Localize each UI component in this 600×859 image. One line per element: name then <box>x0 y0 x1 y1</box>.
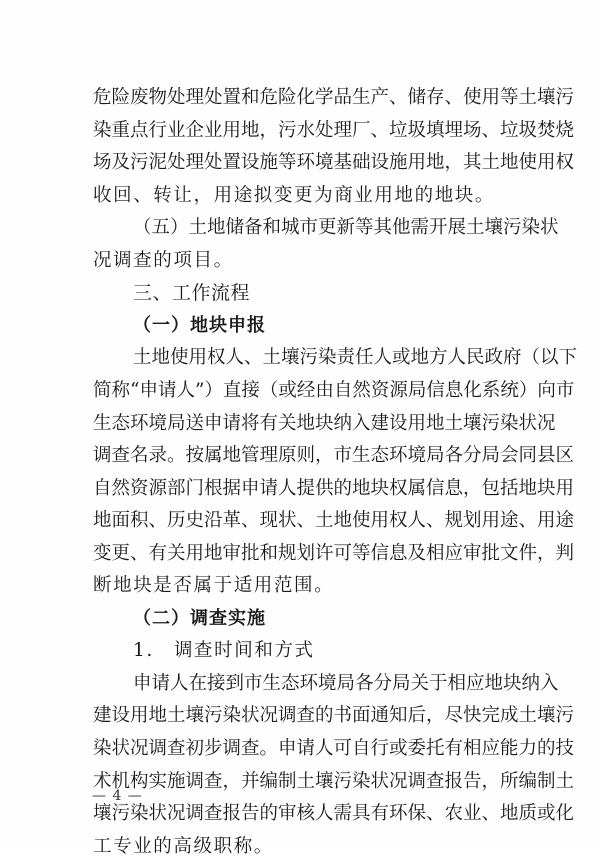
subsection-heading: （二）调查实施 <box>133 608 266 629</box>
text-line: 术机构实施调查，并编制土壤污染状况调查报告，所编制土 <box>93 771 575 792</box>
text-line: 场及污泥处理处置设施等环境基础设施用地，其土地使用权 <box>93 152 575 173</box>
text-line: 染重点行业企业用地，污水处理厂、垃圾填埋场、垃圾焚烧 <box>93 120 575 141</box>
text-line: 建设用地土壤污染状况调查的书面通知后，尽快完成土壤污 <box>93 705 575 726</box>
text-line: 自然资源部门根据申请人提供的地块权属信息，包括地块用 <box>93 478 575 499</box>
text-line: 调查名录。按属地管理原则，市生态环境局各分局会同县区 <box>93 445 575 466</box>
section-heading: 三、工作流程 <box>133 282 251 304</box>
text-line: 土地使用权人、土壤污染责任人或地方人民政府（以下 <box>133 347 578 368</box>
text-line: 断地块是否属于适用范围。 <box>93 575 335 596</box>
text-line: 工专业的高级职称。 <box>93 836 274 857</box>
text-line: 申请人在接到市生态环境局各分局关于相应地块纳入 <box>133 673 559 694</box>
text-line: 简称“申请人”）直接（或经由自然资源局信息化系统）向市 <box>93 380 575 401</box>
text-line: 染状况调查初步调查。申请人可自行或委托有相应能力的技 <box>93 738 575 759</box>
text-line: 地面积、历史沿革、现状、土地使用权人、规划用途、用途 <box>93 510 575 531</box>
text-line: 生态环境局送申请将有关地块纳入建设用地土壤污染状况 <box>93 413 556 434</box>
subsection-heading: （一）地块申报 <box>133 315 266 336</box>
text-line: 况调查的项目。 <box>93 250 234 271</box>
text-line: 变更、有关用地审批和规划许可等信息及相应审批文件，判 <box>93 543 575 564</box>
text-line: 1. 调查时间和方式 <box>133 640 315 661</box>
text-line: 收回、转让，用途拟变更为商业用地的地块。 <box>93 185 496 206</box>
text-line: 壤污染状况调查报告的审核人需具有环保、农业、地质或化 <box>93 803 575 824</box>
page-number: — 4 — <box>92 788 143 804</box>
text-line: 危险废物处理处置和危险化学品生产、储存、使用等土壤污 <box>93 87 575 108</box>
text-line: （五）土地储备和城市更新等其他需开展土壤污染状 <box>133 217 559 238</box>
